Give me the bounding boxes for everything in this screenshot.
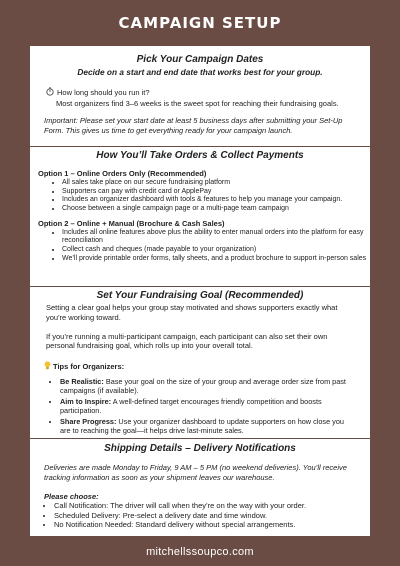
list-item: • Includes an organizer dashboard with tools & features to help you manage your campaign. [62,196,370,205]
list-item [60,377,356,396]
list-item [60,417,356,436]
website-link[interactable]: mitchellssoupco.com [146,546,254,558]
list-item: • Choose between a single campaign page or a multi-page team campaign [62,205,370,214]
page-title: CAMPAIGN SETUP [118,14,282,32]
content-card [30,46,370,536]
divider [30,438,370,439]
duration-question-text: How long should you run it? [57,87,150,97]
goal-title: Set Your Fundraising Goal (Recommended) [96,290,304,301]
dates-subtitle: Decide on a start and end date that works best for your group. [77,67,323,77]
list-item: • Includes all online features above plus the ability to enter manual orders into the platform for easy reconciliation [62,229,370,247]
duration-question [46,87,370,109]
option2-title: Option 2 – Online + Manual (Brochure & Cash Sales) [38,218,225,228]
tips-title: Tips for Organizers: [53,362,125,371]
list-item: • Collect cash and cheques (made payable to your organization) [62,246,370,255]
stopwatch-icon [46,87,54,99]
tip-text: Use your organizer dashboard to update supporters on how close you are to reaching the goal—it helps drive last-minute sales. [60,416,344,436]
shipping-section [30,443,370,529]
duration-answer: Most organizers find 3–6 weeks is the sweet spot for reaching their fundraising goals. [56,98,339,108]
page-footer [0,538,400,566]
tip-text: Base your goal on the size of your group and average order size from past campaigns (if available). [60,376,346,396]
list-item: • No Notification Needed: Standard delivery without special arrangements. [54,520,370,529]
tip-text: A well-defined target encourages friendly competition and boosts participation. [60,396,322,416]
goal-para-1: Setting a clear goal helps your group stay motivated and shows supporters exactly what you're working toward. [46,303,338,322]
divider [30,146,370,147]
shipping-choose: Please choose: [44,491,99,501]
tips-list [38,377,356,436]
page-header [0,0,400,46]
goal-para-2: If you’re running a multi-participant campaign, each participant can also set their own personal fundraising goal, which rolls up into your overall total. [46,331,328,351]
list-item [60,397,356,416]
goal-section [30,290,370,437]
option1-list [40,179,370,214]
list-item: • We’ll provide printable order forms, tally sheets, and a product brochure to support in-person sales [62,255,370,264]
orders-section [30,150,370,264]
tips-heading [44,361,370,373]
dates-title: Pick Your Campaign Dates [136,54,264,65]
list-item: • All sales take place on our secure fundraising platform [62,179,370,188]
shipping-title: Shipping Details – Delivery Notifications [104,443,296,454]
lightbulb-icon [44,361,51,373]
orders-title: How You’ll Take Orders & Collect Payments [96,150,304,161]
shipping-intro: Deliveries are made Monday to Friday, 9 AM – 5 PM (no weekend deliveries). You’ll receive tracking information as soon as your shipment leaves our warehouse. [44,463,347,482]
dates-section [30,54,370,136]
tip-label: Be Realistic: [60,376,104,386]
shipping-options [32,501,370,529]
list-item: • Supporters can pay with credit card or ApplePay [62,188,370,197]
tip-label: Aim to Inspire: [60,396,112,406]
list-item: • Call Notification: The driver will call when they’re on the way with your order. [54,501,370,510]
divider [30,286,370,287]
option2-list [40,229,370,264]
list-item: • Scheduled Delivery: Pre-select a delivery date and time window. [54,511,370,520]
option1-title: Option 1 – Online Orders Only (Recommended) [38,169,207,178]
important-note: Important: Please set your start date at least 5 business days after submitting your Set-Up Form. This gives us time to get everything ready for your campaign launch. [44,116,343,136]
tip-label: Share Progress: [60,416,117,426]
